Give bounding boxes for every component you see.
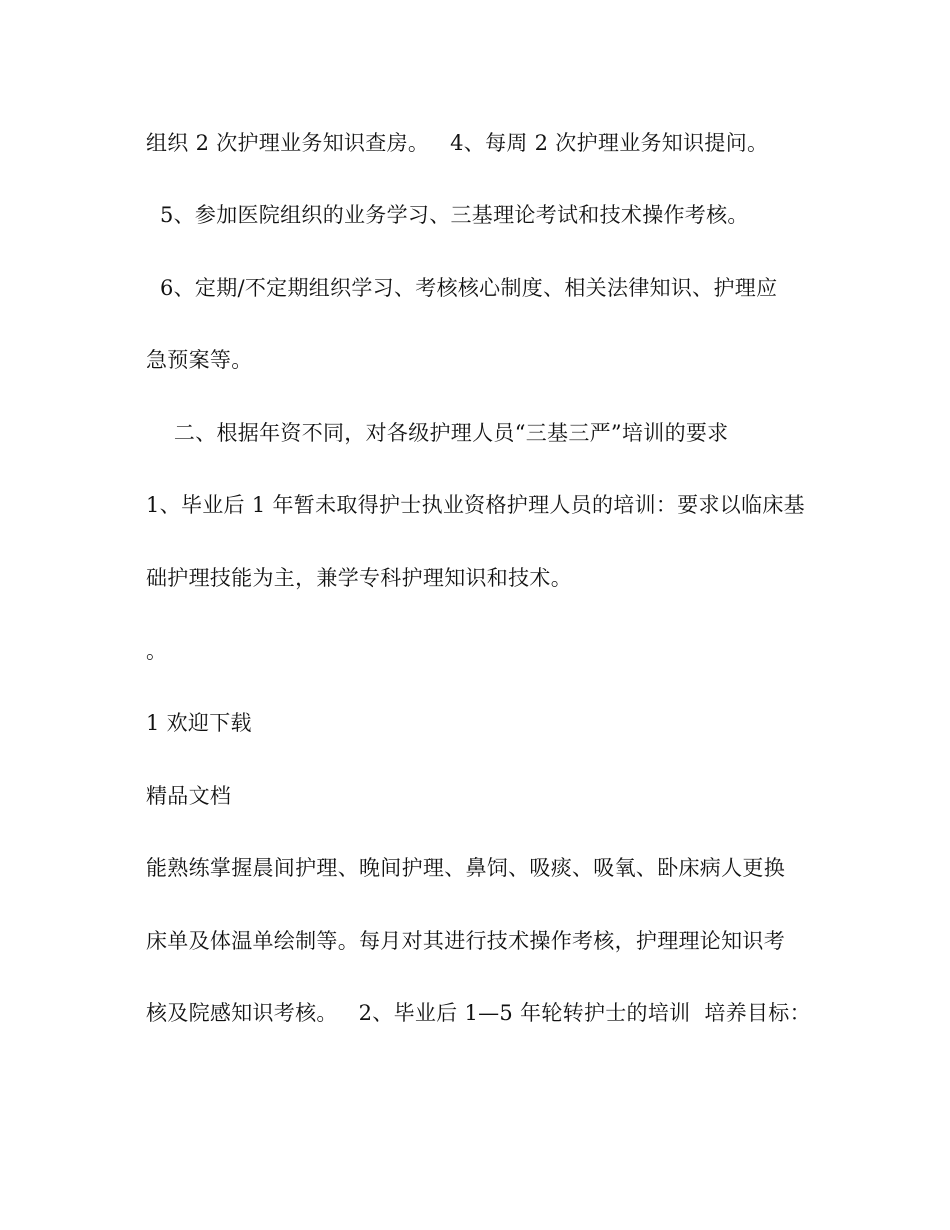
document-header: 精品文档	[146, 784, 232, 808]
text-line: 1、毕业后 1 年暂未取得护士执业资格护理人员的培训：要求以临床基	[146, 493, 805, 517]
text-line: 床单及体温单绘制等。每月对其进行技术操作考核，护理理论知识考	[146, 929, 785, 953]
download-footer: 1 欢迎下载	[146, 711, 252, 735]
section-heading: 二、根据年资不同，对各级护理人员“三基三严”培训的要求	[146, 421, 729, 445]
text-line: 础护理技能为主，兼学专科护理知识和技术。	[146, 566, 572, 590]
text-line: 。	[146, 639, 168, 663]
text-line: 急预案等。	[146, 348, 253, 372]
text-line: 6、定期/不定期组织学习、考核核心制度、相关法律知识、护理应	[146, 276, 778, 300]
text-line: 组织 2 次护理业务知识查房。 4、每周 2 次护理业务知识提问。	[146, 131, 769, 155]
text-line: 能熟练掌握晨间护理、晚间护理、鼻饲、吸痰、吸氧、卧床病人更换	[146, 856, 785, 880]
text-line: 核及院感知识考核。 2、毕业后 1—5 年轮转护士的培训 培养目标：	[146, 1001, 811, 1025]
text-line: 5、参加医院组织的业务学习、三基理论考试和技术操作考核。	[146, 203, 749, 227]
